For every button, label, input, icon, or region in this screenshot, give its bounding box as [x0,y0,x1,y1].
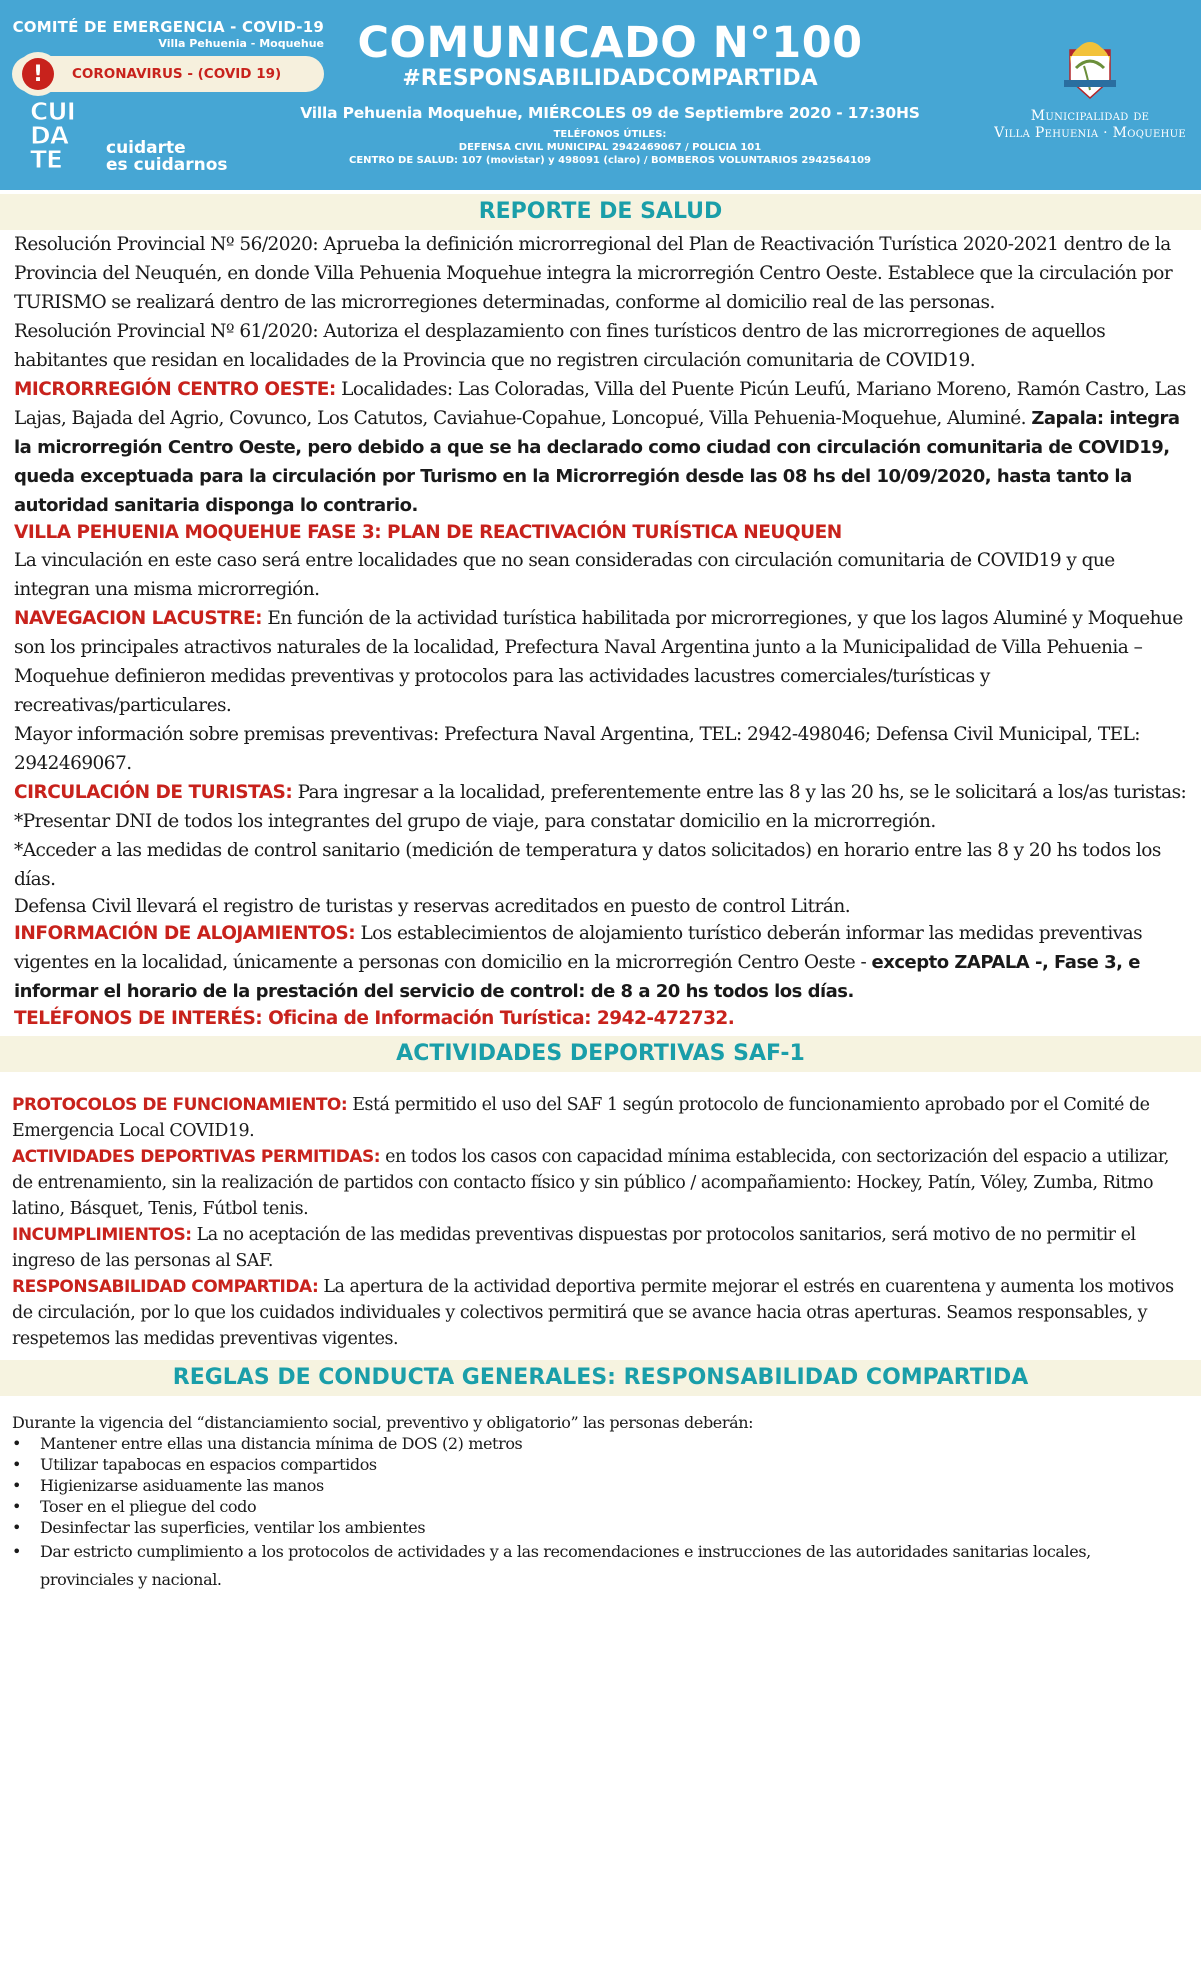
fase3-heading: VILLA PEHUENIA MOQUEHUE FASE 3: PLAN DE REACTIVACIÓN TURÍSTICA NEUQUEN [14,522,842,543]
bottom-spacer [0,1594,1201,1614]
zapala-notice: Zapala: integra la microrregión Centro Oeste, pero debido a que se ha declarado como ciudad con circulación comunitaria de COVID19, queda exceptuada para la circulación por Turismo en la Microrregión desde las 08 hs del 10/09/2020, hasta tanto la autoridad sanitaria disponga lo contrario. [14,408,1180,516]
noncompliance-label: INCUMPLIMIENTOS: [12,1225,192,1245]
date-line: Villa Pehuenia Moquehue, MIÉRCOLES 09 de Septiembre 2020 - 17:30HS [300,104,920,122]
coronavirus-label: CORONAVIRUS - (COVID 19) [72,66,282,82]
fase3-text: La vinculación en este caso será entre localidades que no sean consideradas con circulación comunitaria de COVID19 y que integran una misma microrregión. [14,550,1115,600]
permitted-label: ACTIVIDADES DEPORTIVAS PERMITIDAS: [12,1147,381,1167]
resolution-56: Resolución Provincial Nº 56/2020: Aprueba la definición microrregional del Plan de Reactivación Turística 2020-2021 dentro de la Provincia del Neuquén, en donde Villa Pehuenia Moquehue integra la microrregión Centro Oeste. Establece que la circulación por TURISMO se realizará dentro de las microrregiones determinadas, conforme al domicilio real de las personas. [14,234,1173,313]
slogan [106,140,228,174]
rule-item: • Higienizarse asiduamente las manos [12,1475,1189,1496]
navigation-info: Mayor información sobre premisas preventivas: Prefectura Naval Argentina, TEL: 2942-498046; Defensa Civil Municipal, TEL: 2942469067. [14,724,1140,774]
rule-item: • Utilizar tapabocas en espacios compartidos [12,1454,1189,1475]
navigation-label: NAVEGACION LACUSTRE: [14,608,263,629]
rule-item: • Dar estricto cumplimiento a los protocolos de actividades y a las recomendaciones e instrucciones de las autoridades sanitarias locales, provinciales y nacional. [12,1538,1189,1594]
responsibility-text: La apertura de la actividad deportiva permite mejorar el estrés en cuarentena y aumenta los motivos de circulación, por lo que los cuidados individuales y colectivos permitirá que se avance hacia otras aperturas. Seamos responsables, y respetemos las medidas preventivas vigentes. [12,1277,1174,1349]
phones-line-1: DEFENSA CIVIL MUNICIPAL 2942469067 / POLICIA 101 [458,142,762,153]
lodging-label: INFORMACIÓN DE ALOJAMIENTOS: [14,923,356,944]
protocols-label: PROTOCOLOS DE FUNCIONAMIENTO: [12,1095,348,1115]
section-deportes [0,1092,1201,1352]
committee-locality: Villa Pehuenia - Moquehue [158,37,324,50]
circulation-label: CIRCULACIÓN DE TURISTAS: [14,782,293,803]
rule-item: • Desinfectar las superficies, ventilar los ambientes [12,1517,1189,1538]
header-banner [0,0,1201,190]
rules-intro: Durante la vigencia del “distanciamiento social, preventivo y obligatorio” las personas deberán: [12,1413,754,1432]
cuidate-wordmark [30,97,75,174]
rule-item: • Mantener entre ellas una distancia mínima de DOS (2) metros [12,1433,1189,1454]
cuidate-line-2: DA [30,121,69,150]
navigation-text: En función de la actividad turística habilitada por microrregiones, y que los lagos Aluminé y Moquehue son los principales atractivos naturales de la localidad, Prefectura Naval Argentina junto a la Municipalidad de Villa Pehuenia – Moquehue definieron medidas preventivas y protocolos para las actividades lacustres comerciales/turísticas y recreativas/particulares. [14,608,1183,716]
protocols-paragraph [12,1092,1189,1144]
cuidate-logo [12,97,332,180]
section-reglas [0,1412,1201,1594]
section-banner-reglas: REGLAS DE CONDUCTA GENERALES: RESPONSABILIDAD COMPARTIDA [0,1360,1201,1396]
lodging-text: Los establecimientos de alojamiento turístico deberán informar las medidas preventivas vigentes en la localidad, únicamente a personas con domicilio en la microrregión Centro Oeste - [14,923,1143,973]
municipality-block [985,40,1195,142]
cuidate-line-3: TE [30,145,63,174]
hashtag: #RESPONSABILIDADCOMPARTIDA [402,66,818,91]
cuidate-line-1: CUI [30,97,75,126]
resolution-61: Resolución Provincial Nº 61/2020: Autoriza el desplazamiento con fines turísticos dentro de las microrregiones de aquellos habitantes que residan en localidades de la Provincia que no registren circulación comunitaria de COVID19. [14,321,1106,371]
committee-title: COMITÉ DE EMERGENCIA - COVID-19 [12,18,324,36]
section-banner-deportes: ACTIVIDADES DEPORTIVAS SAF-1 [0,1036,1201,1072]
communique-title: COMUNICADO N°100 [357,18,863,68]
circulation-paragraph [14,778,1187,807]
communique-block [290,20,930,167]
circulation-requirement-1: *Presentar DNI de todos los integrantes del grupo de viaje, para constatar domicilio en la microrregión. [14,811,936,832]
permitted-paragraph [12,1144,1189,1222]
municipality-line-1: Municipalidad de [1030,108,1150,124]
municipality-shield-icon [1062,40,1118,104]
lodging-paragraph [14,919,1187,1006]
responsibility-label: RESPONSABILIDAD COMPARTIDA: [12,1277,319,1297]
phones-title: TELÉFONOS ÚTILES: [553,129,667,140]
slogan-line-2: es cuidarnos [106,155,228,175]
lodging-bold: excepto ZAPALA -, Fase 3, e informar el horario de la prestación del servicio de control: de 8 a 20 hs todos los días. [14,952,1140,1002]
civil-defense-registry: Defensa Civil llevará el registro de turistas y reservas acreditados en puesto de control Litrán. [14,896,851,917]
navigation-paragraph [14,604,1187,720]
responsibility-paragraph [12,1274,1189,1352]
exclamation-icon: ! [22,58,54,90]
rule-item: • Toser en el pliegue del codo [12,1496,1189,1517]
committee-block [12,18,332,180]
noncompliance-text: La no aceptación de las medidas preventivas dispuestas por protocolos sanitarios, será motivo de no permitir el ingreso de las personas al SAF. [12,1225,1136,1271]
protocols-text: Está permitido el uso del SAF 1 según protocolo de funcionamiento aprobado por el Comité de Emergencia Local COVID19. [12,1095,1150,1141]
section-salud [0,230,1201,1032]
slogan-line-1: cuidarte [106,138,186,158]
circulation-requirement-2: *Acceder a las medidas de control sanitario (medición de temperatura y datos solicitados) en horario entre las 8 y 20 hs todos los días. [14,840,1161,890]
noncompliance-paragraph [12,1222,1189,1274]
section-banner-salud: REPORTE DE SALUD [0,194,1201,230]
rules-list [12,1433,1189,1594]
tourism-phone: TELÉFONOS DE INTERÉS: Oficina de Información Turística: 2942-472732. [14,1008,735,1029]
municipality-line-2: Villa Pehuenia · Moquehue [994,125,1186,141]
phones-line-2: CENTRO DE SALUD: 107 (movistar) y 498091 (claro) / BOMBEROS VOLUNTARIOS 2942564109 [349,155,871,166]
microregion-label: MICRORREGIÓN CENTRO OESTE: [14,379,336,400]
microregion-paragraph [14,375,1187,520]
microregion-text: Localidades: Las Coloradas, Villa del Puente Picún Leufú, Mariano Moreno, Ramón Castro, Las Lajas, Bajada del Agrio, Covunco, Los Catutos, Caviahue-Copahue, Loncopué, Villa Pehuenia-Moquehue, Aluminé. [14,379,1186,429]
coronavirus-pill [12,56,324,92]
circulation-text: Para ingresar a la localidad, preferentemente entre las 8 y las 20 hs, se le solicitará a los/as turistas: [292,782,1187,803]
alert-icon [16,52,60,96]
permitted-text: en todos los casos con capacidad mínima establecida, con sectorización del espacio a utilizar, de entrenamiento, sin la realización de partidos con contacto físico y sin público / acompañamiento: Hockey, Patín, Vóley, Zumba, Ritmo latino, Básquet, Tenis, Fútbol tenis. [12,1147,1169,1219]
